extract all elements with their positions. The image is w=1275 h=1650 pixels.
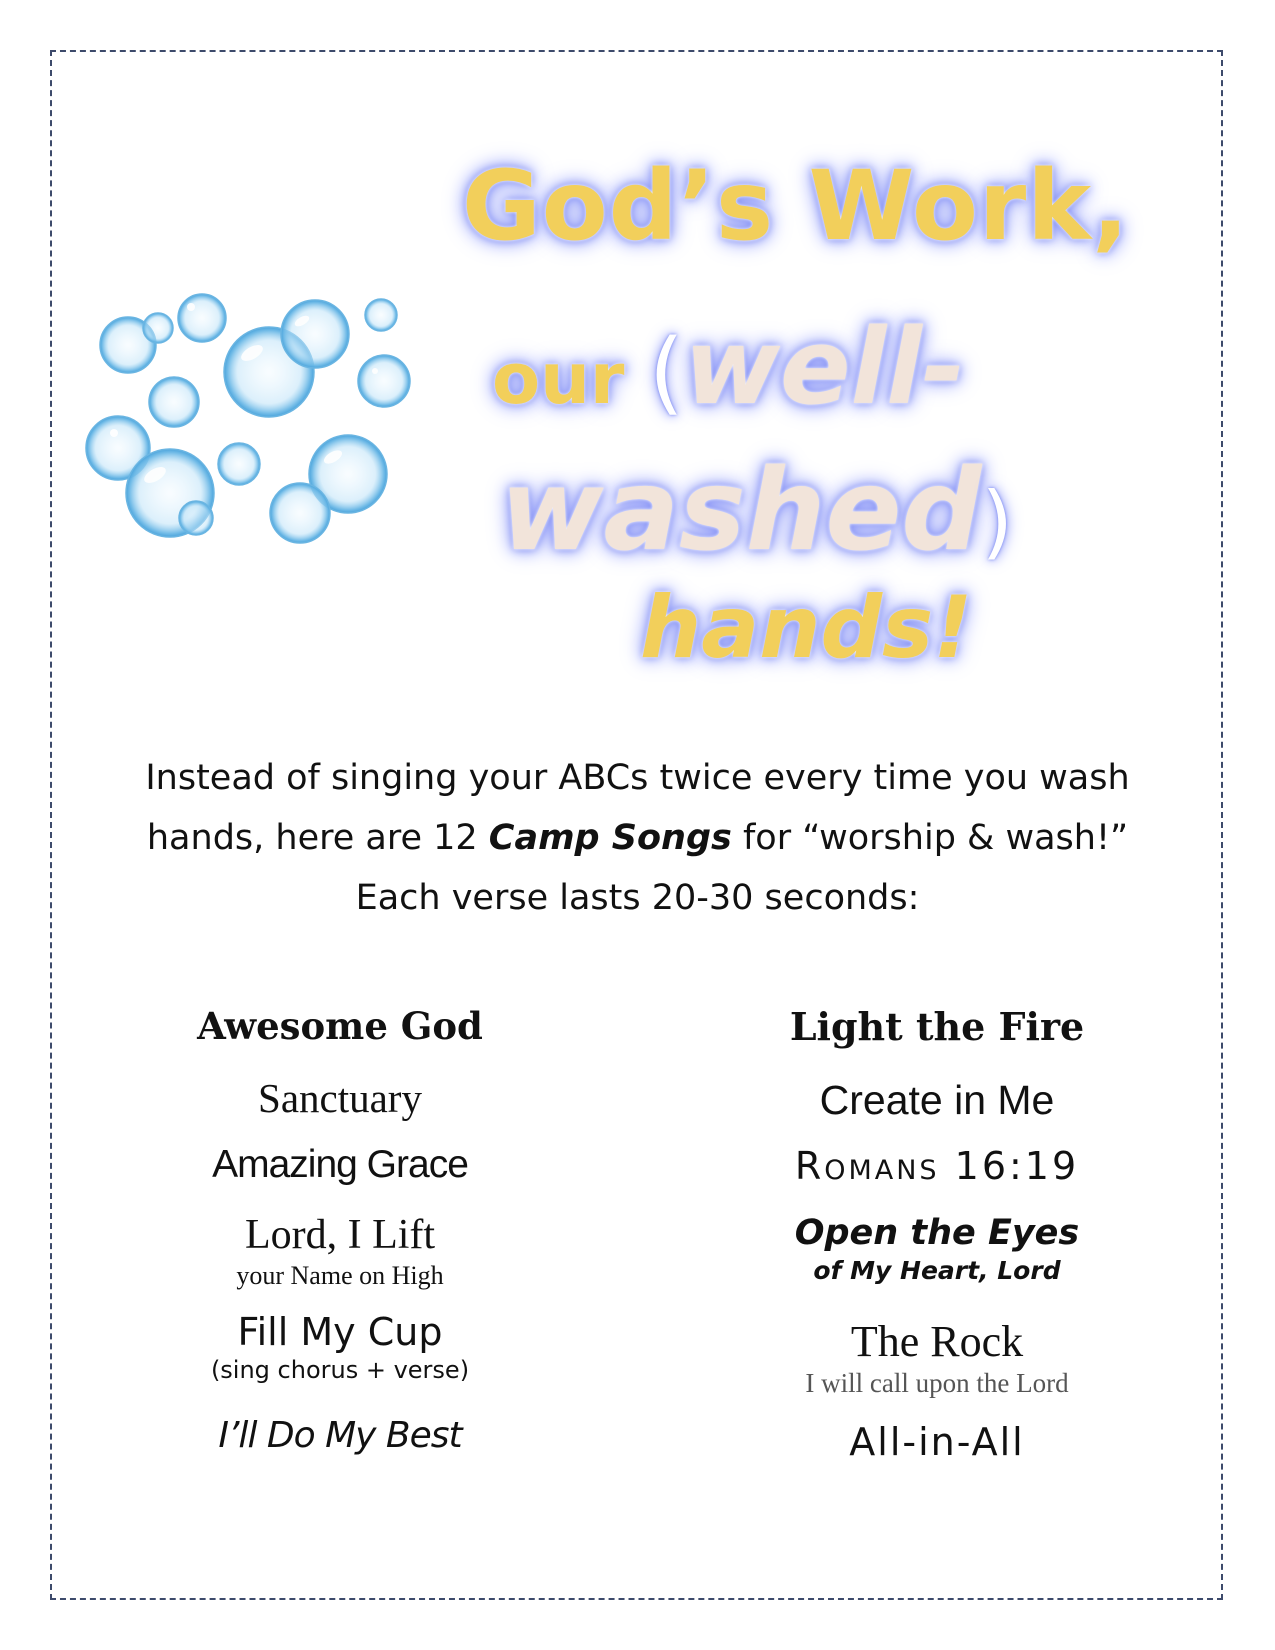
intro-text-2: for “worship & wash!” Each verse lasts 20-30 seconds:	[355, 818, 1129, 918]
song-title: Open the Eyes	[794, 1213, 1080, 1253]
song-title: Sanctuary	[258, 1075, 422, 1121]
song-title: All-in-All	[849, 1420, 1025, 1464]
heading-hands: hands!	[640, 578, 973, 678]
heading-our: our	[492, 338, 625, 420]
song-title: Light the Fire	[789, 1004, 1085, 1049]
song-title: Romans 16:19	[794, 1144, 1080, 1188]
heading-well: well-	[683, 306, 966, 428]
heading-open-paren: (	[648, 320, 684, 425]
heading-line-2	[492, 306, 966, 428]
heading-line-1: God’s Work,	[462, 150, 1130, 262]
heading-close-paren: )	[981, 475, 1013, 568]
heading-line-3	[500, 446, 1013, 576]
song-title: Lord, I Lift	[244, 1212, 436, 1258]
heading-washed: washed	[500, 446, 982, 576]
intro-text-1: Instead of singing your ABCs twice every time you wash hands, here are 12	[145, 758, 1130, 858]
intro-paragraph	[140, 748, 1135, 928]
song-subtitle: I will call upon the Lord	[805, 1367, 1069, 1398]
song-subtitle: of My Heart, Lord	[813, 1256, 1061, 1286]
song-title: Amazing Grace	[212, 1143, 468, 1186]
song-item	[100, 1311, 580, 1415]
song-title: Fill My Cup	[237, 1310, 443, 1354]
song-subtitle: your Name on High	[236, 1261, 444, 1291]
song-item	[697, 1213, 1177, 1317]
song-title: I’ll Do My Best	[218, 1415, 462, 1456]
intro-camp-songs: Camp Songs	[488, 818, 732, 858]
song-subtitle: (sing chorus + verse)	[210, 1355, 470, 1384]
song-title: Awesome God	[197, 1004, 483, 1048]
song-item	[100, 1211, 580, 1311]
soap-bubbles-image	[70, 285, 440, 595]
song-title: Create in Me	[819, 1077, 1055, 1123]
song-item	[697, 1317, 1177, 1421]
song-list-right	[697, 1005, 1177, 1465]
song-title: The Rock	[850, 1317, 1024, 1366]
song-list-left	[100, 1005, 580, 1456]
